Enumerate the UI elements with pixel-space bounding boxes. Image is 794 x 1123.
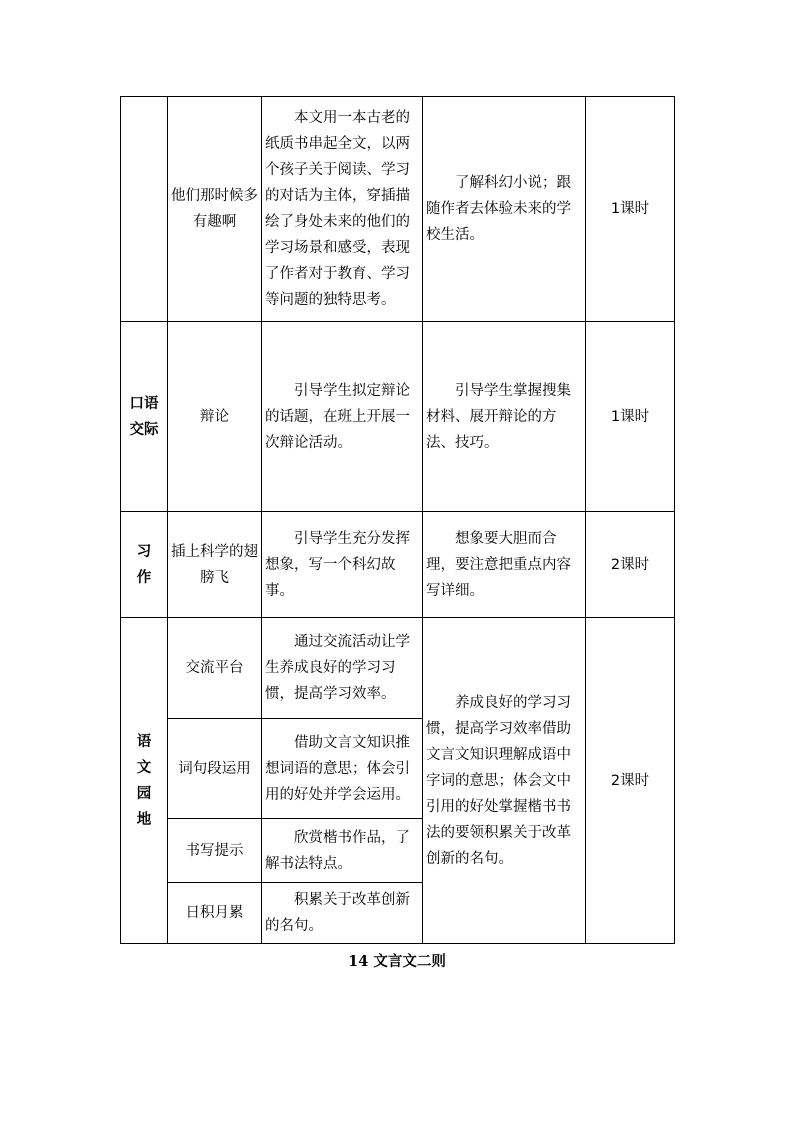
hours-cell: 2课时 [586,618,675,944]
table-row [121,97,675,322]
lesson-title-cell: 日积月累 [168,883,262,944]
lesson-title-cell: 插上科学的翅膀飞 [168,512,262,618]
content-cell: 积累关于改革创新的名句。 [262,883,423,944]
unit-cell [121,97,168,322]
next-lesson-title: 14 文言文二则 [348,953,446,970]
unit-cell: 语文园地 [121,618,168,944]
lesson-plan-table [120,96,675,944]
hours-cell: 1课时 [586,97,675,322]
hours-cell: 2课时 [586,512,675,618]
lesson-title-cell: 书写提示 [168,819,262,883]
content-cell: 欣赏楷书作品，了解书法特点。 [262,819,423,883]
lesson-title-cell: 他们那时候多有趣啊 [168,97,262,322]
table-row [121,322,675,512]
content-cell: 本文用一本古老的纸质书串起全文，以两个孩子关于阅读、学习的对话为主体，穿插描绘了身处未来的他们的学习场景和感受，表现了作者对于教育、学习等问题的独特思考。 [262,97,423,322]
lesson-title-cell: 词句段运用 [168,719,262,819]
content-cell: 引导学生充分发挥想象，写一个科幻故事。 [262,512,423,618]
goal-cell: 引导学生掌握搜集材料、展开辩论的方法、技巧。 [423,322,586,512]
table-row [121,618,675,719]
lesson-title-cell: 辩论 [168,322,262,512]
goal-cell: 想象要大胆而合理，要注意把重点内容写详细。 [423,512,586,618]
unit-cell: 口语交际 [121,322,168,512]
content-cell: 通过交流活动让学生养成良好的学习习惯，提高学习效率。 [262,618,423,719]
hours-cell: 1课时 [586,322,675,512]
content-cell: 借助文言文知识推想词语的意思；体会引用的好处并学会运用。 [262,719,423,819]
table-row [121,512,675,618]
goal-cell: 了解科幻小说；跟随作者去体验未来的学校生活。 [423,97,586,322]
unit-cell: 习作 [121,512,168,618]
lesson-title-cell: 交流平台 [168,618,262,719]
content-cell: 引导学生拟定辩论的话题，在班上开展一次辩论活动。 [262,322,423,512]
goal-cell: 养成良好的学习习惯，提高学习效率借助文言文知识理解成语中字词的意思；体会文中引用的好处掌握楷书书法的要领积累关于改革创新的名句。 [423,618,586,944]
